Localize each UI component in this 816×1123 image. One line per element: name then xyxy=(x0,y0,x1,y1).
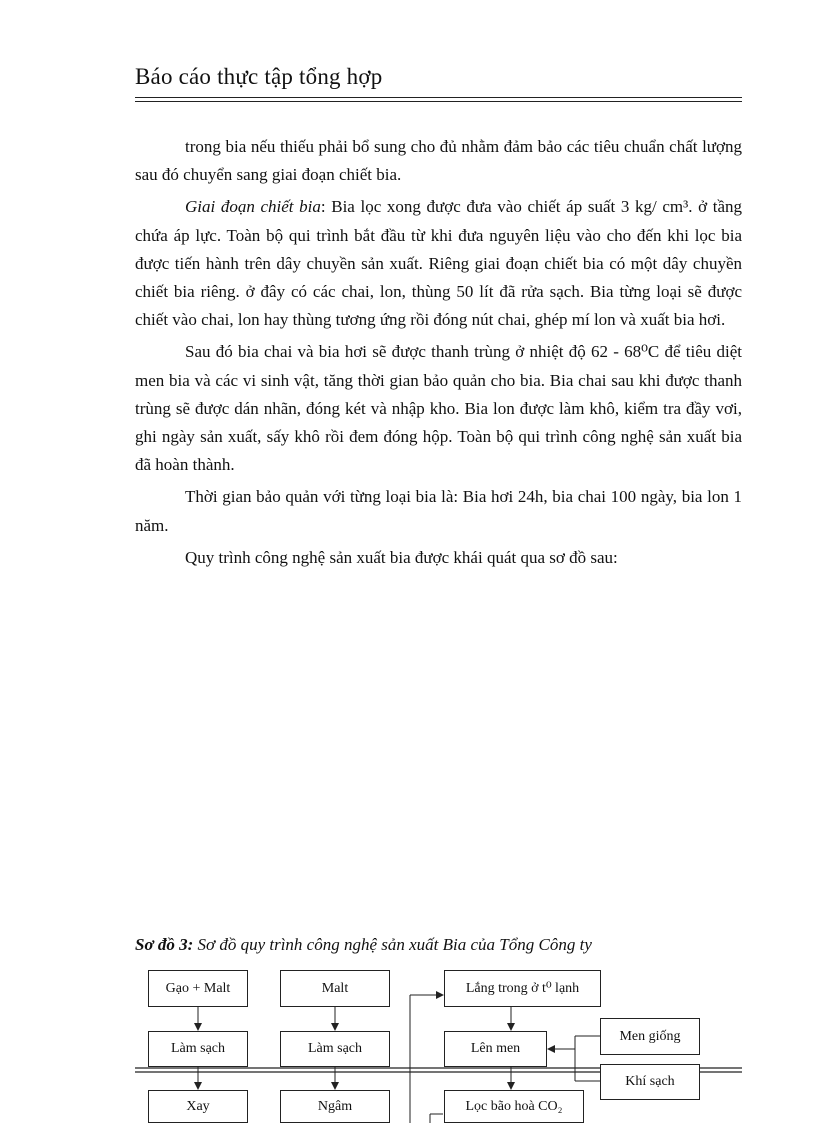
box-khi-sach: Khí sạch xyxy=(600,1064,700,1100)
paragraph-1: trong bia nếu thiếu phải bổ sung cho đủ nhằm đảm bảo các tiêu chuẩn chất lượng sau đó chuyển sang giai đoạn chiết bia. xyxy=(135,137,742,185)
paragraph-5: Quy trình công nghệ sản xuất bia được khái quát qua sơ đồ sau: xyxy=(185,547,618,567)
paragraph-2: Giai đoạn chiết bia: Bia lọc xong được đưa vào chiết áp suất 3 kg/ cm³. ở tầng chứa áp lực. Toàn bộ qui trình bắt đầu từ khi đưa nguyên liệu vào cho đến khi lọc bia được tiến hành trên dây chuyền sản xuất. Riêng giai đoạn chiết bia có một dây chuyền chiết bia riêng. ở đây có các chai, lon, thùng 50 lít đã rửa sạch. Bia từng loại sẽ được chiết vào chai, lon hay thùng tương ứng rồi đóng nút chai, ghép mí lon và xuất bia hơi. xyxy=(135,197,742,330)
box-xay: Xay xyxy=(148,1090,248,1123)
box-men-giong: Men giống xyxy=(600,1018,700,1055)
box-gao-malt: Gạo + Malt xyxy=(148,970,248,1007)
paragraph-3: Sau đó bia chai và bia hơi sẽ được thanh trùng ở nhiệt độ 62 - 68⁰C để tiêu diệt men bia và các vi sinh vật, tăng thời gian bảo quản cho bia. Bia chai sau khi được thanh trùng sẽ được dán nhãn, đóng két và nhập kho. Bia lon được làm khô, kiểm tra đầy vơi, ghi ngày sản xuất, sấy khô rồi đem đóng hộp. Toàn bộ qui trình công nghệ sản xuất bia đã hoàn thành. xyxy=(135,342,742,475)
box-malt: Malt xyxy=(280,970,390,1007)
italic-lead: Giai đoạn chiết bia xyxy=(185,197,321,217)
box-len-men: Lên men xyxy=(444,1031,547,1067)
paragraph-2-text: Bia lọc xong được đưa vào chiết áp suất 3 kg/ cm³. ở tầng chứa áp lực. Toàn bộ qui trình bắt đầu từ khi đưa nguyên liệu vào cho đến khi lọc bia được tiến hành trên dây chuyền sản xuất. Riêng giai đoạn chiết bia có một dây chuyền chiết bia riêng. ở đây có các chai, lon, thùng 50 lít đã rửa sạch. Bia từng loại sẽ được chiết vào chai, lon hay thùng tương ứng rồi đóng nút chai, ghép mí lon và xuất bia hơi. xyxy=(135,197,742,330)
caption-label: Sơ đồ 3: xyxy=(135,935,194,954)
page-header-title: Báo cáo thực tập tổng hợp xyxy=(135,64,383,89)
box-lam-sach-1: Làm sạch xyxy=(148,1031,248,1067)
caption-text: Sơ đồ quy trình công nghệ sản xuất Bia của Tổng Công ty xyxy=(197,935,592,954)
paragraph-4: Thời gian bảo quản với từng loại bia là: Bia hơi 24h, bia chai 100 ngày, bia lon 1 năm. xyxy=(135,487,742,535)
box-loc-bao-hoa: Lọc bão hoà CO₂ xyxy=(444,1090,584,1123)
box-lang-trong: Lắng trong ở t⁰ lạnh xyxy=(444,970,601,1007)
box-lam-sach-2: Làm sạch xyxy=(280,1031,390,1067)
box-ngam: Ngâm xyxy=(280,1090,390,1123)
